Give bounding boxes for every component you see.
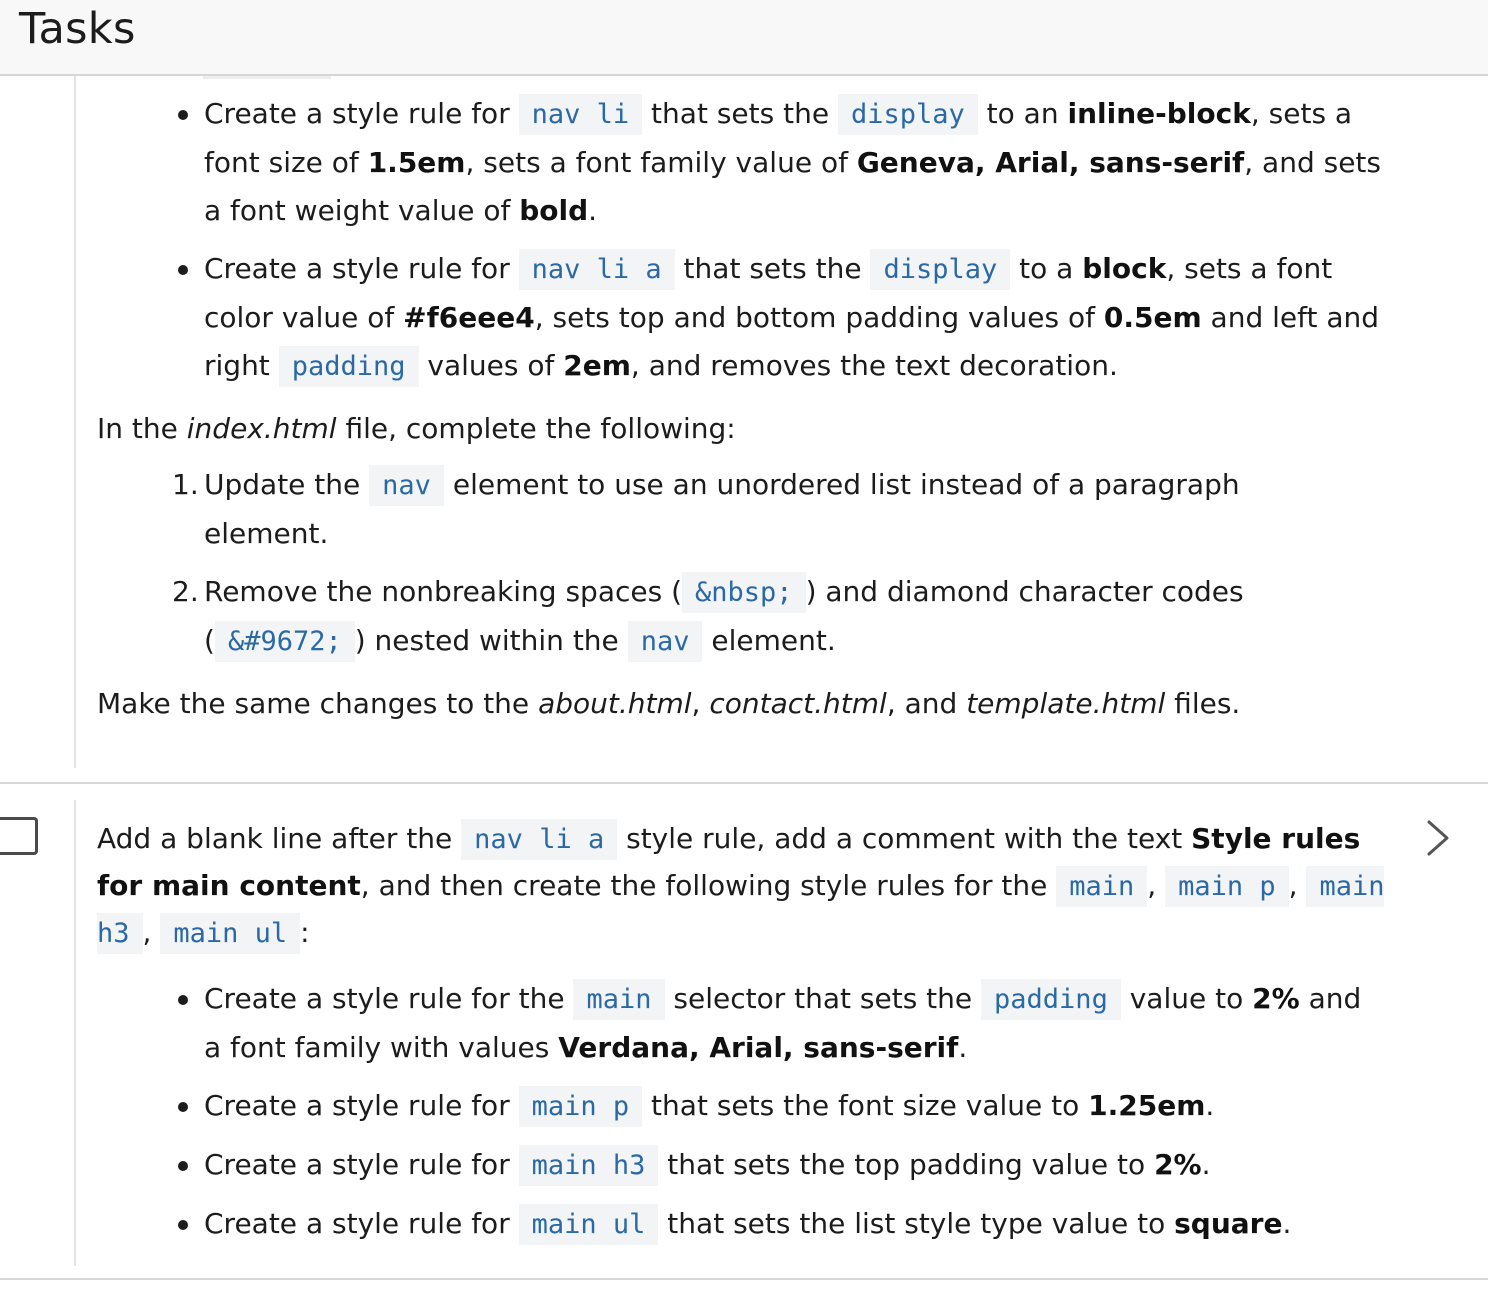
list-item: Create a style rule for nav li a that sets the display to a block, sets a font color value of #f6eee4, sets top and bottom padding values of 0.5em and left and right padding values of 2em, and removes the text decoration. [204, 245, 1384, 391]
index-steps-list [97, 461, 1397, 666]
task-divider [0, 1278, 1488, 1280]
list-item: Create a style rule for main p that sets the font size value to 1.25em. [204, 1082, 1387, 1131]
task-previous-body [97, 90, 1397, 728]
scrolled-code-remnant [203, 76, 331, 79]
tasks-header [0, 0, 1488, 76]
nav-style-rules-list [97, 90, 1397, 391]
checkbox-icon[interactable] [0, 817, 38, 855]
main-style-rules-list [97, 975, 1387, 1249]
index-instructions: In the index.html file, complete the following: [97, 412, 736, 445]
task-divider [0, 782, 1488, 784]
same-changes-note: Make the same changes to the about.html, contact.html, and template.html files. [97, 687, 1241, 720]
list-item: Create a style rule for main h3 that sets the top padding value to 2%. [204, 1141, 1387, 1190]
task-next-body [97, 816, 1387, 1259]
list-item: 1. Update the nav element to use an unordered list instead of a paragraph element. [204, 461, 1304, 558]
task-description: Add a blank line after the nav li a style rule, add a comment with the text Style rules for main content, and then create the following style rules for the main , main p , main h3 , main ul : [97, 816, 1387, 957]
list-item: Create a style rule for the main selector that sets the padding value to 2% and a font family with values Verdana, Arial, sans-serif. [204, 975, 1384, 1072]
list-item: Create a style rule for main ul that sets the list style type value to square. [204, 1200, 1387, 1249]
chevron-right-icon[interactable] [1421, 818, 1457, 858]
list-item: Create a style rule for nav li that sets the display to an inline-block, sets a font size of 1.5em, sets a font family value of Geneva, Arial, sans-serif, and sets a font weight value of bold. [204, 90, 1384, 235]
task-rail [74, 800, 76, 1266]
page-title: Tasks [19, 4, 136, 54]
task-rail [74, 76, 76, 768]
list-item: 2. Remove the nonbreaking spaces ( &nbsp; ) and diamond character codes ( &#9672; ) nested within the nav element. [204, 568, 1304, 666]
